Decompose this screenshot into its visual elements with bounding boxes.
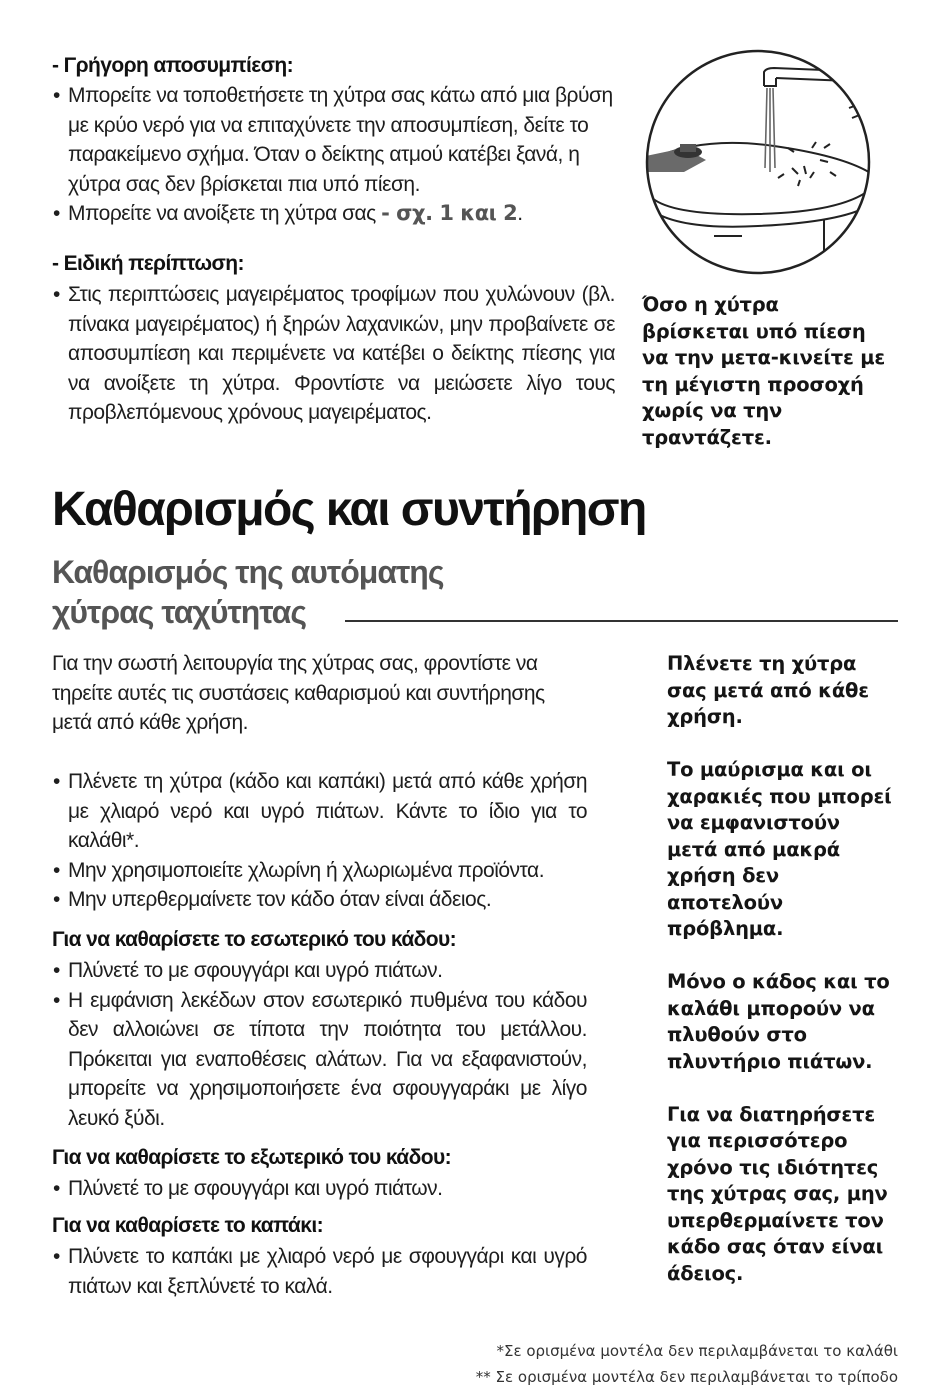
side-note: Πλένετε τη χύτρα σας μετά από κάθε χρήση. xyxy=(667,652,869,728)
cooker-under-tap-illustration xyxy=(644,48,872,276)
list-item: • Μην χρησιμοποιείτε χλωρίνη ή χλωριωμένα προϊόντα. xyxy=(52,856,587,886)
list-item: • Πλύνετέ το με σφουγγάρι και υγρό πιάτων. xyxy=(52,956,587,986)
special-heading: - Ειδική περίπτωση: xyxy=(52,252,244,275)
lid-heading: Για να καθαρίσετε το καπάκι: xyxy=(52,1214,323,1237)
list-item: • Μην υπερθερμαίνετε τον κάδο όταν είναι άδειος. xyxy=(52,885,587,915)
care-list xyxy=(52,767,587,915)
rapid-list xyxy=(52,81,615,229)
inside-list xyxy=(52,956,587,1133)
title-rule xyxy=(345,620,898,622)
intro-paragraph: Για την σωστή λειτουργία της χύτρας σας, φροντίστε να τηρείτε αυτές τις συστάσεις καθαρισμού και συντήρησης μετά από κάθε χρήση. xyxy=(52,652,545,734)
section-title: Καθαρισμός και συντήρηση xyxy=(52,483,646,536)
side-note: Το μαύρισμα και οι χαρακιές που μπορεί να εμφανιστούν μετά από μακρά χρήση δεν αποτελούν πρόβλημα. xyxy=(667,758,892,940)
figure-reference: - σχ. 1 και 2 xyxy=(381,201,518,225)
list-item: • Πλύνετε το καπάκι με χλιαρό νερό με σφουγγάρι και υγρό πιάτων και ξεπλύνετέ το καλά. xyxy=(52,1242,587,1301)
subsection-title-line1: Καθαρισμός της αυτόματης xyxy=(52,554,444,590)
list-item: • Η εμφάνιση λεκέδων στον εσωτερικό πυθμένα του κάδου δεν αλλοιώνει σε τίποτα την ποιότητα του μετάλλου. Πρόκειται για εναποθέσεις αλάτων. Για να εξαφανιστούν, μπορείτε να χρησιμοποιήσετε ένα σφουγγαράκι με λίγο λευκό ξύδι. xyxy=(52,986,587,1134)
list-item: • Μπορείτε να τοποθετήσετε τη χύτρα σας κάτω από μια βρύση με κρύο νερό για να επιταχύνετε την αποσυμπίεση, δείτε το παρακείμενο σχήμα. Όταν ο δείκτης ατμού κατέβει ξανά, η χύτρα σας δεν βρίσκεται πια υπό πίεση. xyxy=(52,81,615,199)
list-item: • Πλένετε τη χύτρα (κάδο και καπάκι) μετά από κάθε χρήση με χλιαρό νερό και υγρό πιάτων. Κάντε το ίδιο για το καλάθι*. xyxy=(52,767,587,856)
inside-heading: Για να καθαρίσετε το εσωτερικό του κάδου: xyxy=(52,928,457,951)
lid-list xyxy=(52,1242,587,1301)
outside-list xyxy=(52,1174,587,1204)
side-note: Για να διατηρήσετε για περισσότερο χρόνο τις ιδιότητες της χύτρας σας, μην υπερθερμαίνετε τον κάδο σας όταν είναι άδειος. xyxy=(667,1102,888,1285)
outside-heading: Για να καθαρίσετε το εξωτερικό του κάδου: xyxy=(52,1146,451,1169)
side-note: Μόνο ο κάδος και το καλάθι μπορούν να πλυθούν στο πλυντήριο πιάτων. xyxy=(667,970,890,1073)
footnote: *Σε ορισμένα μοντέλα δεν περιλαμβάνεται το καλάθι xyxy=(496,1342,898,1360)
side-notes-cleaning xyxy=(667,651,895,1314)
footnotes xyxy=(298,1338,898,1390)
rapid-heading: - Γρήγορη αποσυμπίεση: xyxy=(52,54,293,77)
footnote: ** Σε ορισμένα μοντέλα δεν περιλαμβάνεται το τρίποδο xyxy=(475,1368,898,1386)
list-item: • Πλύνετέ το με σφουγγάρι και υγρό πιάτων. xyxy=(52,1174,587,1204)
list-item: • Στις περιπτώσεις μαγειρέματος τροφίμων που χυλώνουν (βλ. πίνακα μαγειρέματος) ή ξηρών λαχανικών, μην προβαίνετε σε αποσυμπίεση και περιμένετε να κατέβει ο δείκτης πίεσης για να ανοίξετε τη χύτρα. Φροντίστε να μειώσετε λίγο τους προβλεπόμενους χρόνους μαγειρέματος. xyxy=(52,280,615,428)
special-list xyxy=(52,280,615,428)
subsection-title-line2: χύτρας ταχύτητας xyxy=(52,594,306,630)
side-note-pressure: Όσο η χύτρα βρίσκεται υπό πίεση να την μετα-κινείτε με τη μέγιστη προσοχή χωρίς να την τραντάζετε. xyxy=(642,293,886,449)
list-item: • Μπορείτε να ανοίξετε τη χύτρα σας - σχ. 1 και 2. xyxy=(52,199,615,229)
